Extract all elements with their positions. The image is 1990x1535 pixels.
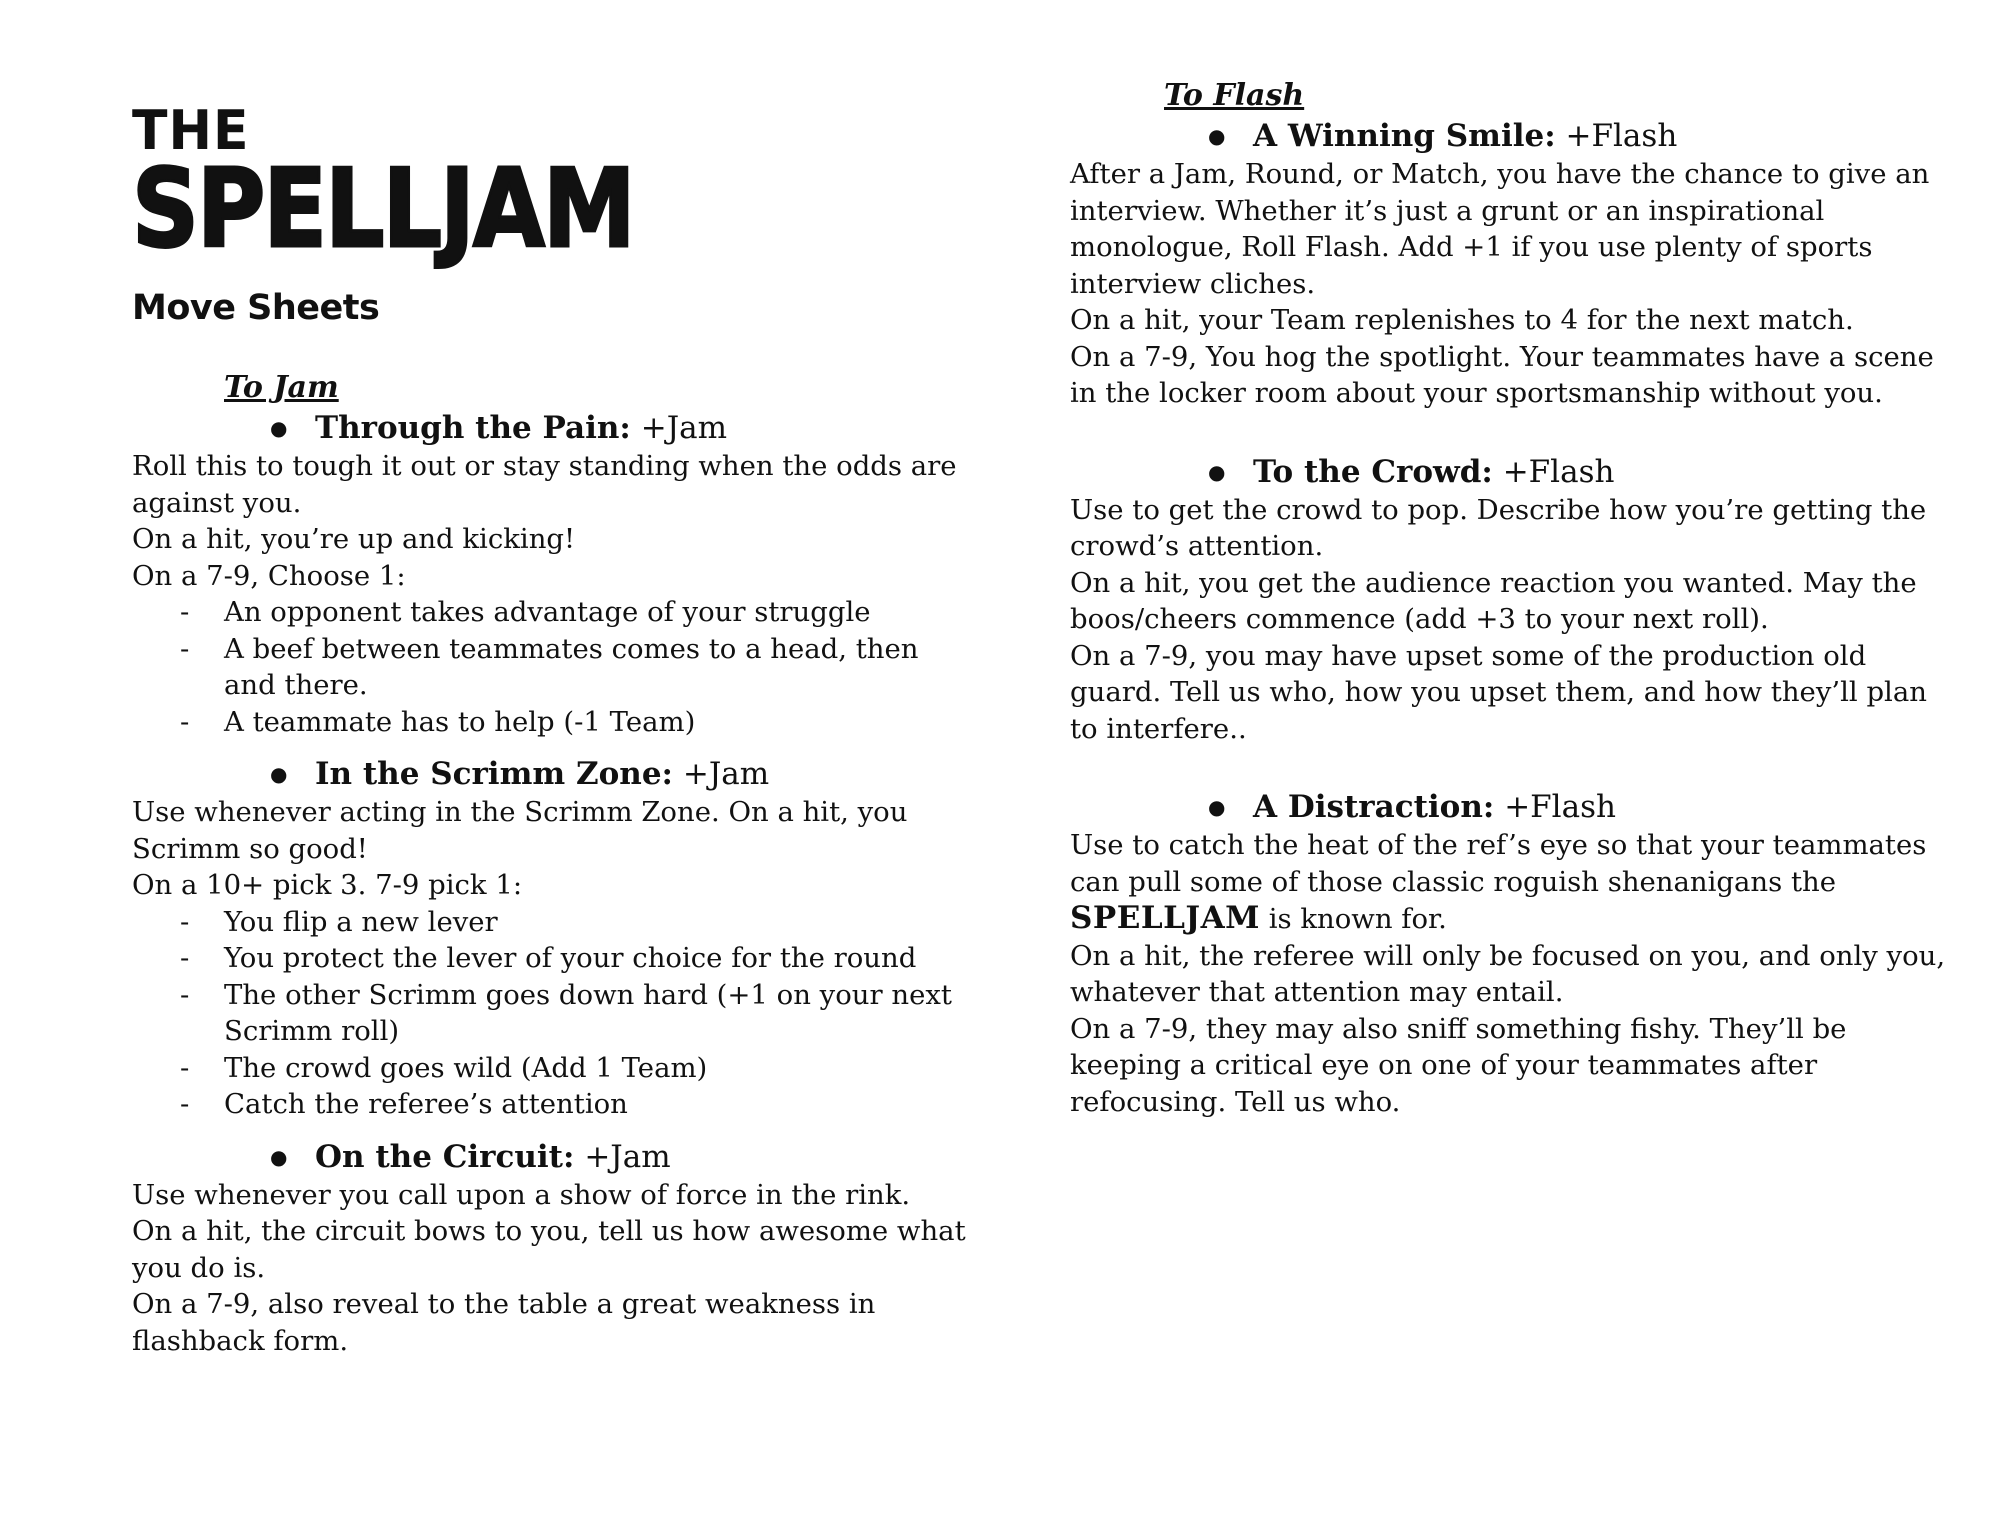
move-text: On a 7-9, You hog the spotlight. Your teammates have a scene in the locker room about your sportsmanship without you. <box>1070 340 1934 409</box>
dash-icon: - <box>180 942 190 974</box>
move-text: Roll this to tough it out or stay standing when the odds are against you. <box>132 450 957 519</box>
dash-icon: - <box>180 1088 190 1120</box>
move-text: Use whenever you call upon a show of force in the rink. <box>132 1178 911 1211</box>
move-heading-in-the-scrimm-zone <box>132 754 972 794</box>
section-title-flash: To Flash <box>1164 78 1305 113</box>
move-text: On a hit, the referee will only be focused on you, and only you, whatever that attention may entail. <box>1070 939 1946 1008</box>
list-item: - An opponent takes advantage of your struggle <box>224 594 972 631</box>
move-stat: +Jam <box>584 1138 671 1175</box>
logo-main-text: SPELLJAM <box>132 147 634 272</box>
move-text-intro: Use to catch the heat of the ref’s eye so that your teammates can pull some of those classic roguish shenanigans the SPELLJAM is known for. <box>1070 829 1927 936</box>
move-text: On a hit, the circuit bows to you, tell us how awesome what you do is. <box>132 1215 966 1284</box>
dash-icon: - <box>180 1051 190 1084</box>
move-stat: +Jam <box>640 410 727 446</box>
move-name: On the Circuit: <box>315 1138 575 1175</box>
move-text: On a hit, you get the audience reaction you wanted. May the boos/cheers commence (add +3 to your next roll). <box>1070 566 1917 635</box>
left-column <box>132 368 972 1359</box>
move-text: Use to get the crowd to pop. Describe how you’re getting the crowd’s attention. <box>1070 493 1927 562</box>
choice-list <box>132 904 972 1123</box>
move-text: Use whenever acting in the Scrimm Zone. On a hit, you Scrimm so good! <box>132 796 908 865</box>
bullet-icon: ● <box>270 762 288 786</box>
bullet-icon: ● <box>1208 124 1226 148</box>
spelljam-logo <box>132 99 692 272</box>
move-text: On a 7-9, you may have upset some of the production old guard. Tell us who, how you upset them, and how they’ll plan to interfere.. <box>1070 639 1927 745</box>
move-heading-to-the-crowd <box>1070 452 1950 492</box>
move-heading-on-the-circuit <box>132 1137 972 1177</box>
move-name: Through the Pain: <box>315 410 631 446</box>
choice-list <box>132 594 972 740</box>
move-text: On a hit, your Team replenishes to 4 for the next match. <box>1070 304 1854 336</box>
dash-icon: - <box>180 632 190 665</box>
list-item: - A teammate has to help (-1 Team) <box>224 704 972 741</box>
list-item: - Catch the referee’s attention <box>224 1086 972 1123</box>
move-stat: +Flash <box>1565 118 1678 154</box>
list-item: - A beef between teammates comes to a head, then and there. <box>180 632 919 701</box>
bullet-icon: ● <box>270 416 288 440</box>
move-text: After a Jam, Round, or Match, you have the chance to give an interview. Whether it’s just a grunt or an inspirational monologue, Roll Flash. Add +1 if you use plenty of sports interview cliches. <box>1070 158 1930 300</box>
move-name: A Distraction: <box>1253 789 1495 825</box>
move-text: On a 7-9, they may also sniff something fishy. They’ll be keeping a critical eye on one of your teammates after refocusing. Tell us who. <box>1070 1012 1847 1118</box>
right-column <box>1070 76 1950 1120</box>
list-item: - The crowd goes wild (Add 1 Team) <box>224 1050 972 1087</box>
move-text: On a 7-9, Choose 1: <box>132 559 406 592</box>
brand-name-inline: SPELLJAM <box>1070 900 1260 936</box>
list-item: - The other Scrimm goes down hard (+1 on your next Scrimm roll) <box>180 978 952 1047</box>
dash-icon: - <box>180 596 190 628</box>
dash-icon: - <box>180 705 190 738</box>
bullet-icon: ● <box>1208 459 1226 484</box>
list-item: - You protect the lever of your choice for the round <box>224 940 972 977</box>
dash-icon: - <box>180 905 190 938</box>
section-title-jam: To Jam <box>224 370 339 405</box>
move-heading-a-distraction <box>1070 787 1950 827</box>
move-text: On a hit, you’re up and kicking! <box>132 523 576 555</box>
page-subtitle: Move Sheets <box>132 288 380 328</box>
bullet-icon: ● <box>270 1144 288 1169</box>
logo-the-text: THE <box>132 99 250 163</box>
move-stat: +Jam <box>682 756 770 792</box>
move-name: In the Scrimm Zone: <box>315 756 673 792</box>
bullet-icon: ● <box>1208 795 1226 819</box>
move-stat: +Flash <box>1504 789 1616 825</box>
move-text: On a 7-9, also reveal to the table a great weakness in flashback form. <box>132 1288 876 1357</box>
list-item: - You flip a new lever <box>224 904 972 941</box>
dash-icon: - <box>180 978 190 1011</box>
move-name: To the Crowd: <box>1253 453 1493 490</box>
move-heading-through-the-pain <box>132 408 972 448</box>
move-text: On a 10+ pick 3. 7-9 pick 1: <box>132 869 523 901</box>
move-name: A Winning Smile: <box>1253 118 1556 154</box>
move-heading-a-winning-smile <box>1070 116 1950 156</box>
move-stat: +Flash <box>1502 453 1615 490</box>
